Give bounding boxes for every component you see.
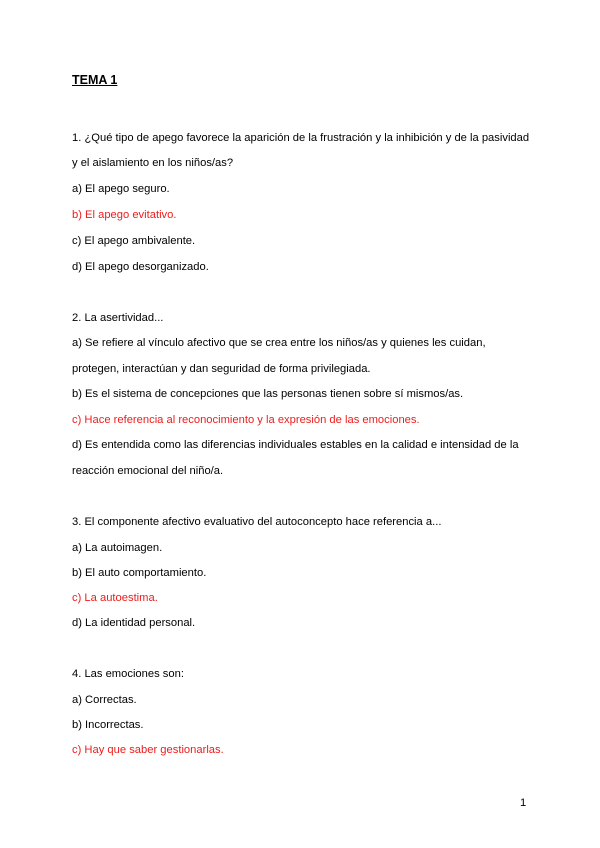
question-3-option-a: a) La autoimagen. <box>72 542 163 554</box>
question-2-option-b: b) Es el sistema de concepciones que las personas tienen sobre sí mismos/as. <box>72 388 464 400</box>
question-2-option-c-correct: c) Hace referencia al reconocimiento y la expresión de las emociones. <box>72 414 420 426</box>
question-3-option-c-correct: c) La autoestima. <box>72 592 158 604</box>
question-2-stem: 2. La asertividad... <box>72 312 164 324</box>
page-number: 1 <box>520 797 527 809</box>
question-4-option-b: b) Incorrectas. <box>72 719 144 731</box>
question-3-stem: 3. El componente afectivo evaluativo del autoconcepto hace referencia a... <box>72 516 442 528</box>
question-2-option-a-line-2: protegen, interactúan y dan seguridad de forma privilegiada. <box>72 363 371 375</box>
question-1-option-c: c) El apego ambivalente. <box>72 235 196 247</box>
question-4-option-a: a) Correctas. <box>72 694 137 706</box>
question-2-option-d-line-1: d) Es entendida como las diferencias individuales estables en la calidad e intensidad de la <box>72 439 519 451</box>
question-1-stem-line-2: y el aislamiento en los niños/as? <box>72 157 234 169</box>
question-2-option-d-line-2: reacción emocional del niño/a. <box>72 465 224 477</box>
question-3-option-b: b) El auto comportamiento. <box>72 567 207 579</box>
question-3-option-d: d) La identidad personal. <box>72 617 196 629</box>
question-1-stem-line-1: 1. ¿Qué tipo de apego favorece la aparición de la frustración y la inhibición y de la pasividad <box>72 132 530 144</box>
page-title: TEMA 1 <box>72 73 118 87</box>
question-1-option-b-correct: b) El apego evitativo. <box>72 209 177 221</box>
question-4-option-c-correct: c) Hay que saber gestionarlas. <box>72 744 224 756</box>
question-4-stem: 4. Las emociones son: <box>72 668 184 680</box>
question-2-option-a-line-1: a) Se refiere al vínculo afectivo que se crea entre los niños/as y quienes les cuidan, <box>72 337 486 349</box>
question-1-option-a: a) El apego seguro. <box>72 183 170 195</box>
question-1-option-d: d) El apego desorganizado. <box>72 261 209 273</box>
